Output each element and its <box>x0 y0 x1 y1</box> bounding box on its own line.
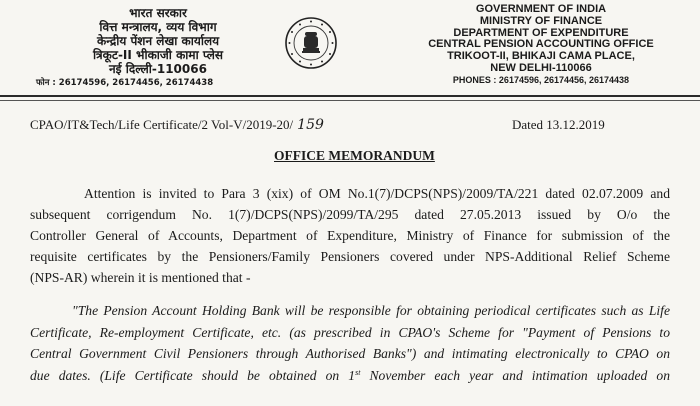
memo-title: OFFICE MEMORANDUM <box>274 148 435 163</box>
quote-text: Certificate, Re-employment Certificate, etc. (as prescribed in CPAO's Scheme for "Payment of Pensions to <box>30 324 670 340</box>
paragraph-line <box>30 204 670 225</box>
quote-text-after: November each year and intimation uploaded on <box>360 367 670 383</box>
quote-line <box>30 300 670 322</box>
memo-date: Dated 13.12.2019 <box>512 117 605 132</box>
quote-text: "The Pension Account Holding Bank will be responsible for obtaining periodical certificates such as Life <box>72 303 670 318</box>
english-line: GOVERNMENT OF INDIA <box>475 3 607 15</box>
hindi-phone: फोन : 26174596, 26174456, 26174438 <box>36 78 214 88</box>
paragraph-text: subsequent corrigendum No. 1(7)/DCPS(NPS)/2099/TA/295 dated 27.05.2013 issued by O/o the <box>30 207 670 222</box>
paragraph-line <box>30 225 670 246</box>
hindi-line: वित्त मन्त्रालय, व्यय विभाग <box>99 20 217 34</box>
memo-paragraph <box>30 183 670 288</box>
english-line: MINISTRY OF FINANCE <box>479 14 603 27</box>
quote-line <box>30 322 670 344</box>
reference-number <box>30 117 324 133</box>
quote-text: Central Government Civil Pensioners through Authorised Banks") and intimating electronically to CPAO on <box>30 346 670 361</box>
english-line: TRIKOOT-II, BHIKAJI CAMA PLACE, <box>447 50 635 63</box>
hindi-line: केन्द्रीय पेंशन लेखा कार्यालय <box>96 34 220 48</box>
hindi-line: त्रिकूट-II भीकाजी कामा प्लेस <box>92 48 224 62</box>
hindi-line: नई दिल्ली-110066 <box>109 62 207 76</box>
english-line: DEPARTMENT OF EXPENDITURE <box>453 26 629 39</box>
paragraph-text: Controller General of Accounts, Department of Expenditure, Ministry of Finance for submission of the <box>30 228 670 243</box>
header-rule-thin <box>0 100 700 101</box>
quote-line <box>30 343 670 365</box>
quote-line <box>30 365 670 387</box>
english-letterhead <box>385 4 697 87</box>
reference-text: CPAO/IT&Tech/Life Certificate/2 Vol-V/2019-20/ <box>30 117 294 132</box>
english-line: NEW DELHI-110066 <box>490 61 592 74</box>
quote-text <box>30 365 670 387</box>
paragraph-line <box>30 246 670 267</box>
paragraph-text: (NPS-AR) wherein it is mentioned that - <box>30 270 251 285</box>
hindi-letterhead <box>28 6 288 89</box>
paragraph-text: Attention is invited to Para 3 (xix) of OM No.1(7)/DCPS(NPS)/2009/TA/221 dated 02.07.2009 and <box>84 186 670 201</box>
quote-text-before: due dates. (Life Certificate should be obtained on 1 <box>30 367 356 383</box>
reference-handwritten: 159 <box>297 117 324 133</box>
paragraph-line <box>30 183 670 204</box>
english-line: CENTRAL PENSION ACCOUNTING OFFICE <box>428 38 654 51</box>
header-rule <box>0 95 700 97</box>
government-seal-icon <box>284 16 338 70</box>
ordinal-suffix: st <box>355 367 361 377</box>
memo-quote <box>30 300 670 386</box>
paragraph-text: requisite certificates by the Pensioners/Family Pensioners covered under NPS-Additional Relief Scheme <box>30 249 670 264</box>
english-phone: PHONES : 26174596, 26174456, 26174438 <box>452 74 630 85</box>
hindi-line: भारत सरकार <box>129 6 187 20</box>
paragraph-line <box>30 267 670 288</box>
